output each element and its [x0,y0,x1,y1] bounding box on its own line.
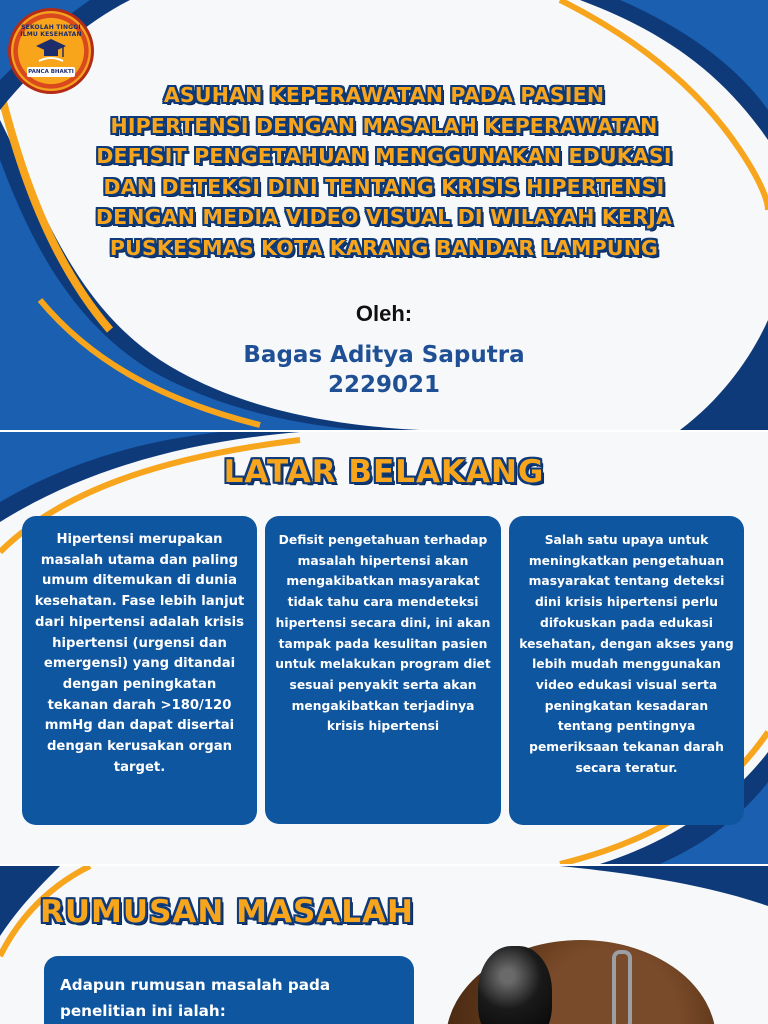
card-text: Salah satu upaya untuk meningkatkan pengetahuan masyarakat tentang deteksi dini krisis hipertensi perlu difokuskan pada edukasi kesehatan, dengan akses yang lebih mudah menggunakan video edukasi visual serta peningkatan kesadaran tentang pentingnya pemeriksaan tekanan darah secara teratur. [519,533,734,775]
problem-statement-slide [0,866,768,1024]
info-card [44,956,414,1024]
author-id: 2229021 [327,372,441,398]
title-line: PUSKESMAS KOTA KARANG BANDAR LAMPUNG [109,235,659,260]
background-slide [0,432,768,864]
title-line: DENGAN MEDIA VIDEO VISUAL DI WILAYAH KERJA [95,205,673,229]
info-card [509,516,744,825]
title-line: HIPERTENSI DENGAN MASALAH KEPERAWATAN [110,113,658,138]
logo-ring-text: SEKOLAH TINGGI ILMU KESEHATAN [20,24,82,38]
by-label: Oleh: [355,301,413,326]
pump-bulb-image [478,946,552,1024]
title-line: DEFISIT PENGETAHUAN MENGGUNAKAN EDUKASI [96,144,672,168]
info-card [22,516,257,825]
logo-banner: PANCA BHAKTI [28,69,74,75]
card-text: Defisit pengetahuan terhadap masalah hipertensi akan mengakibatkan masyarakat tidak tahu cara mendeteksi hipertensi secara dini, ini akan tampak pada kesulitan pasien untuk melakukan program diet sesuai penyakit serta akan mengakibatkan terjadinya krisis hipertensi [275,533,491,734]
section-heading: RUMUSAN MASALAH [40,894,414,930]
card-text: Adapun rumusan masalah pada penelitian ini ialah: [60,976,331,1020]
presentation-title [30,80,738,263]
tube-image [612,950,632,1024]
author-name: Bagas Aditya Saputra [243,342,525,368]
title-line: ASUHAN KEPERAWATAN PADA PASIEN [163,83,605,107]
section-heading: LATAR BELAKANG [223,454,545,490]
info-card [265,516,501,824]
graduation-cap-icon [35,37,67,65]
title-line: DAN DETEKSI DINI TENTANG KRISIS HIPERTENSI [103,174,665,199]
author-block [0,340,768,400]
title-slide [0,0,768,430]
card-text: Hipertensi merupakan masalah utama dan paling umum ditemukan di dunia kesehatan. Fase lebih lanjut dari hipertensi adalah krisis hipertensi (urgensi dan emergensi) yang ditandai dengan peningkatan tekanan darah >180/120 mmHg dan dapat disertai dengan kerusakan organ target. [34,532,245,775]
